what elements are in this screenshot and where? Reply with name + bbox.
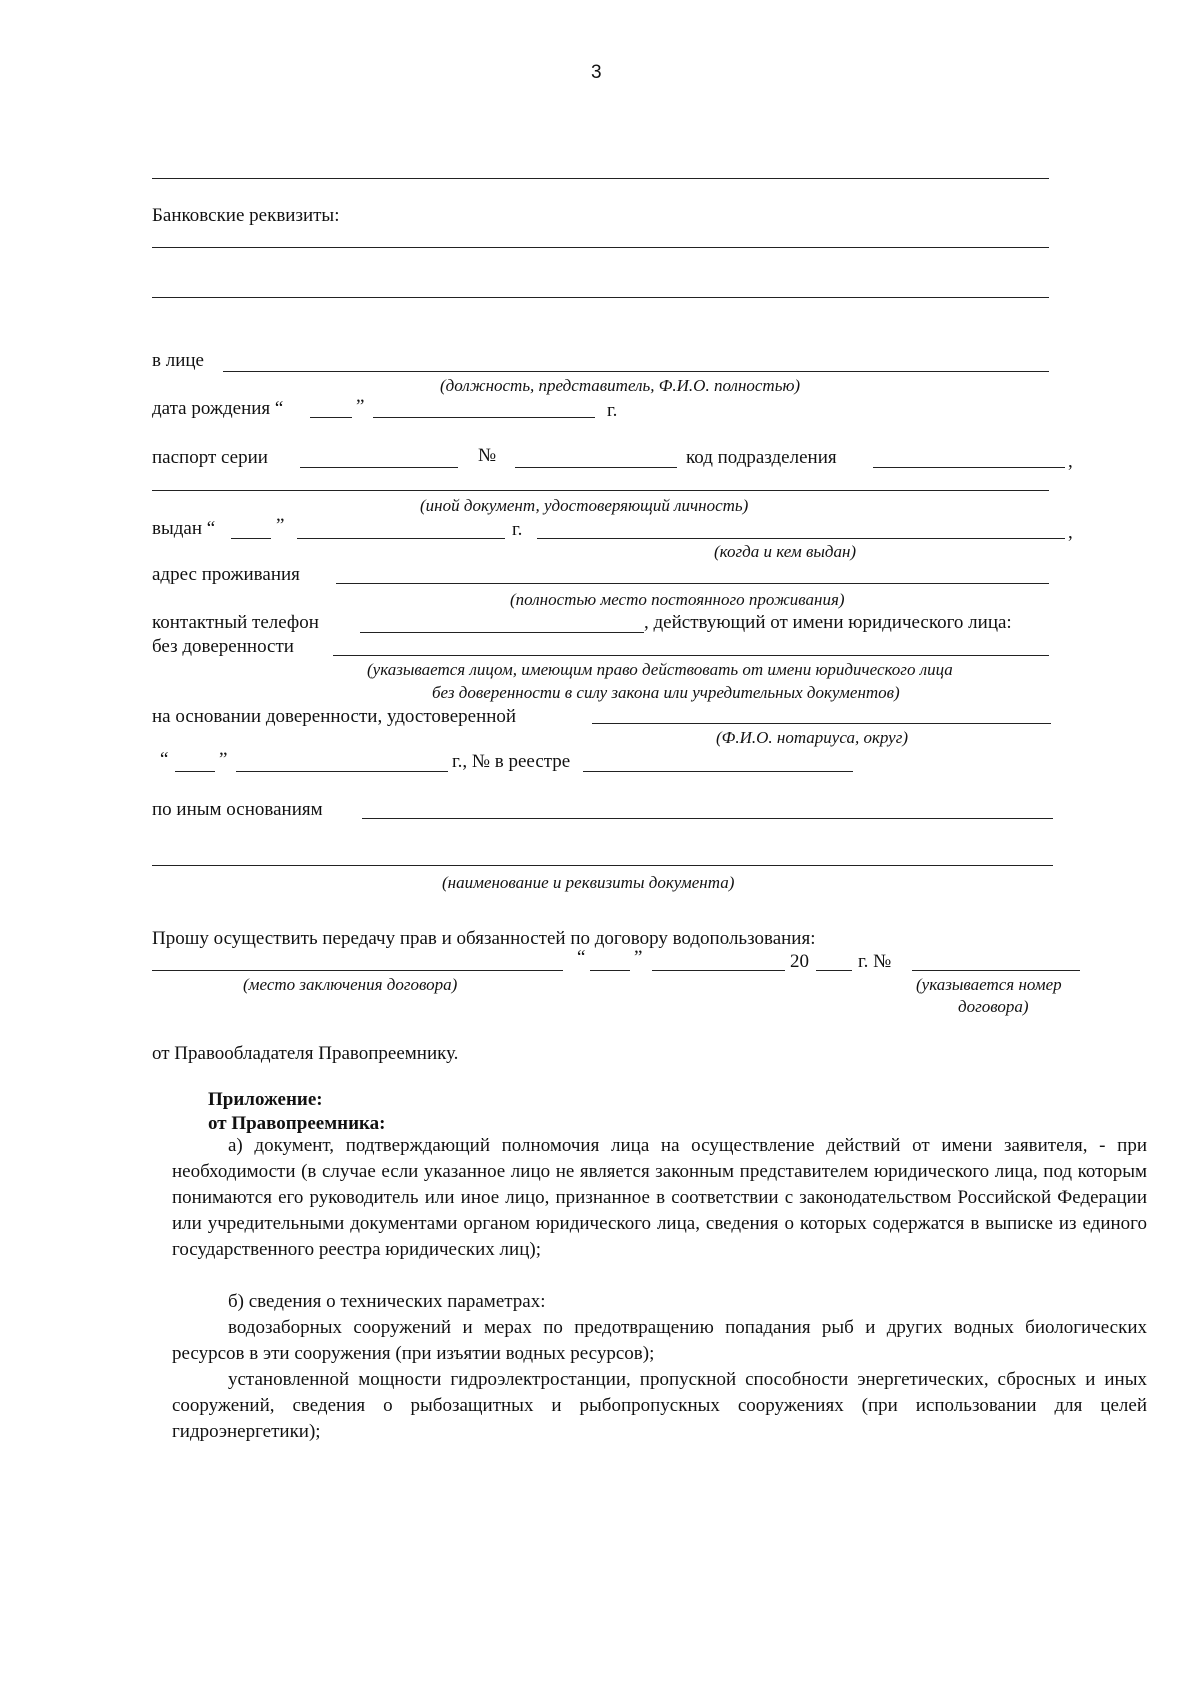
- contract-number-field[interactable]: [912, 970, 1080, 971]
- caption-no-poa-1: (указывается лицом, имеющим право действовать от имени юридического лица: [367, 660, 953, 679]
- no-poa-label: без доверенности: [152, 636, 294, 657]
- issued-month-year-field[interactable]: [297, 538, 505, 539]
- caption-other-document: (иной документ, удостоверяющий личность): [420, 496, 749, 515]
- poa-quote-close: ”: [219, 749, 228, 770]
- representative-field[interactable]: [223, 371, 1049, 372]
- birth-year-g: г.: [607, 400, 618, 421]
- contract-quote-close: ”: [634, 947, 643, 968]
- birth-quote-close: ”: [356, 396, 365, 417]
- bank-line-2: [152, 297, 1049, 298]
- no-poa-field[interactable]: [333, 655, 1049, 656]
- contract-year-field[interactable]: [816, 970, 852, 971]
- passport-number-sign: №: [478, 445, 497, 466]
- issued-by-field[interactable]: [537, 538, 1065, 539]
- birth-date-label: дата рождения “: [152, 398, 284, 419]
- notary-field[interactable]: [592, 723, 1051, 724]
- issued-day-field[interactable]: [231, 538, 271, 539]
- issued-quote-close: ”: [276, 515, 285, 536]
- caption-position: (должность, представитель, Ф.И.О. полностью): [440, 376, 801, 395]
- contract-month-field[interactable]: [652, 970, 785, 971]
- division-code-label: код подразделения: [686, 447, 837, 468]
- passport-number-field[interactable]: [515, 467, 677, 468]
- passport-series-label: паспорт серии: [152, 447, 268, 468]
- caption-contract-place: (место заключения договора): [243, 975, 458, 994]
- issued-label: выдан “: [152, 518, 216, 539]
- birth-month-year-field[interactable]: [373, 417, 595, 418]
- from-holder-to-successor: от Правообладателя Правопреемнику.: [152, 1043, 459, 1064]
- appendix-item-b: б) сведения о технических параметрах:: [228, 1291, 546, 1312]
- passport-series-field[interactable]: [300, 467, 458, 468]
- blank-line-top: [152, 178, 1049, 179]
- other-id-document-field[interactable]: [152, 490, 1049, 491]
- page-number: 3: [591, 62, 602, 83]
- appendix-item-a: а) документ, подтверждающий полномочия лица на осуществление действий от имени заявителя, - при необходимости (в случае если указанное лицо не является законным представителем юридического лица, под которым понимаются его руководитель или иное лицо, признанное в соответствии с законодательством Российской Федерации или учредительными документами органом юридического лица, сведения о которых содержатся в выписке из единого государственного реестра юридических лиц);: [172, 1135, 1147, 1260]
- caption-no-poa-2: без доверенности в силу закона или учредительных документов): [432, 683, 900, 702]
- document-details-field[interactable]: [152, 865, 1053, 866]
- bank-line-1: [152, 247, 1049, 248]
- poa-day-field[interactable]: [175, 771, 215, 772]
- birth-day-field[interactable]: [310, 417, 352, 418]
- issued-year-g: г.: [512, 519, 523, 540]
- appendix-from: от Правопреемника:: [208, 1113, 386, 1134]
- contract-year-20: 20: [790, 951, 809, 972]
- acting-on-behalf-text: , действующий от имени юридического лица:: [644, 612, 1012, 633]
- poa-label: на основании доверенности, удостоверенной: [152, 706, 517, 727]
- contract-quote-open: “: [577, 947, 586, 968]
- caption-document-name: (наименование и реквизиты документа): [442, 873, 735, 892]
- contract-number-label: г. №: [858, 951, 892, 972]
- poa-month-year-field[interactable]: [236, 771, 448, 772]
- bank-details-label: Банковские реквизиты:: [152, 205, 340, 226]
- request-text: Прошу осуществить передачу прав и обязанностей по договору водопользования:: [152, 928, 816, 949]
- appendix-title: Приложение:: [208, 1089, 323, 1110]
- contract-day-field[interactable]: [590, 970, 630, 971]
- appendix-item-b1: водозаборных сооружений и мерах по предотвращению попадания рыб и других водных биологических ресурсов в эти сооружения (при изъятии водных ресурсов);: [172, 1317, 1147, 1364]
- registry-label: г., № в реестре: [452, 751, 571, 772]
- other-grounds-label: по иным основаниям: [152, 799, 323, 820]
- phone-field[interactable]: [360, 632, 644, 633]
- contract-place-field[interactable]: [152, 970, 563, 971]
- appendix-item-b2: установленной мощности гидроэлектростанции, пропускной способности энергетических, сбросных и иных сооружений, сведения о рыбозащитных и рыбопропускных сооружениях (при использовании для целей гидроэнергетики);: [172, 1369, 1147, 1442]
- poa-quote-open: “: [160, 749, 169, 770]
- caption-issued: (когда и кем выдан): [714, 542, 857, 561]
- caption-contract-number-2: договора): [958, 997, 1029, 1016]
- division-code-field[interactable]: [873, 467, 1065, 468]
- caption-address: (полностью место постоянного проживания): [510, 590, 845, 609]
- other-grounds-field[interactable]: [362, 818, 1053, 819]
- caption-notary: (Ф.И.О. нотариуса, округ): [716, 728, 909, 747]
- issued-comma: ,: [1068, 522, 1073, 543]
- address-field[interactable]: [336, 583, 1049, 584]
- v-litse-label: в лице: [152, 350, 204, 371]
- registry-number-field[interactable]: [583, 771, 853, 772]
- passport-comma: ,: [1068, 451, 1073, 472]
- address-label: адрес проживания: [152, 564, 300, 585]
- caption-contract-number-1: (указывается номер: [916, 975, 1062, 994]
- phone-label: контактный телефон: [152, 612, 319, 633]
